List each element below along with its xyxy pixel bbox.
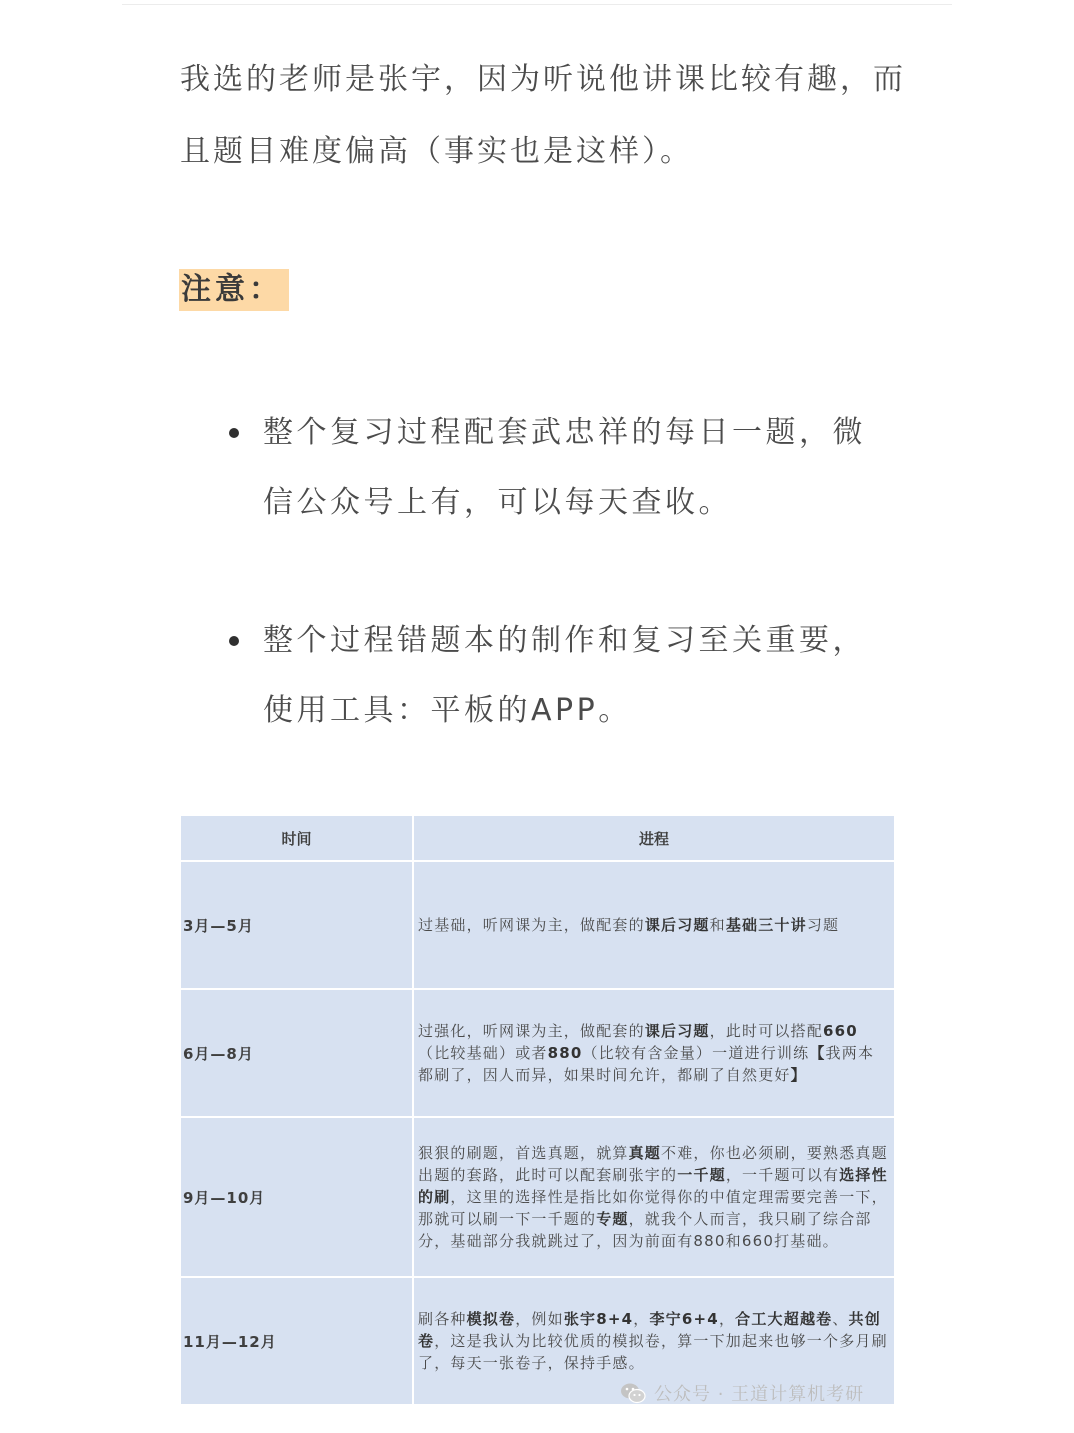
bullet-dot-icon	[229, 636, 239, 646]
bullet-item-mistake-notebook	[225, 606, 925, 746]
table-row	[180, 989, 895, 1117]
bullet-line: 整个复习过程配套武忠祥的每日一题，微	[263, 415, 866, 450]
emphasis-text: 选择性的刷	[418, 1166, 888, 1206]
bullet-line: 使用工具：平板的APP。	[263, 693, 632, 728]
notes-bullet-list	[225, 398, 925, 746]
progress-cell	[413, 989, 895, 1117]
progress-text: 过强化，听网课为主，做配套的	[418, 1022, 645, 1040]
bullet-line: 整个过程错题本的制作和复习至关重要，	[263, 623, 866, 658]
progress-cell	[413, 861, 895, 989]
progress-text: 习题	[806, 916, 840, 934]
intro-line-2: 且题目难度偏高（事实也是这样）。	[180, 134, 693, 169]
top-divider	[122, 4, 952, 5]
emphasis-text: 课后习题	[644, 1022, 710, 1040]
progress-text: 刷各种	[418, 1310, 467, 1328]
progress-text: ，此时可以搭配	[709, 1022, 824, 1040]
bullet-item-daily-question	[225, 398, 925, 538]
progress-text: 和	[709, 916, 726, 934]
emphasis-text: 张宇8+4	[563, 1310, 634, 1328]
wechat-icon	[620, 1382, 646, 1404]
progress-text: ，这是我认为比较优质的模拟卷，算一下加起来也够一个多月刷了，每天一张卷子，保持手感。	[418, 1332, 888, 1372]
progress-text: 不难，你也必须刷，要熟悉真题出题的套路，此时可以配套刷张宇的	[418, 1144, 888, 1184]
emphasis-text: 一千题	[677, 1166, 726, 1184]
emphasis-text: 李宁6+4	[649, 1310, 719, 1328]
time-cell: 11月—12月	[180, 1277, 413, 1405]
emphasis-text: 真题	[628, 1144, 662, 1162]
progress-text: ，	[718, 1310, 736, 1328]
emphasis-text: 课后习题	[644, 916, 710, 934]
progress-text: ，	[633, 1310, 650, 1328]
study-plan-table	[179, 814, 896, 1406]
progress-text: ，这里的选择性是指比如你觉得你的中值定理需要完善一下，那就可以刷一下一千题的	[418, 1188, 888, 1228]
emphasis-text: 【	[809, 1044, 826, 1062]
table-header-row	[180, 815, 895, 861]
progress-text: 、	[832, 1310, 849, 1328]
table-row	[180, 1117, 895, 1277]
header-progress: 进程	[413, 815, 895, 861]
time-cell: 9月—10月	[180, 1117, 413, 1277]
header-time: 时间	[180, 815, 413, 861]
intro-line-1: 我选的老师是张宇，因为听说他讲课比较有趣，而	[180, 62, 906, 97]
emphasis-text: 共创卷	[418, 1310, 881, 1350]
table-row	[180, 861, 895, 989]
emphasis-text: 基础三十讲	[725, 916, 807, 934]
emphasis-text: 专题	[596, 1210, 629, 1228]
progress-text: 狠狠的刷题，首选真题，就算	[418, 1144, 629, 1162]
progress-cell	[413, 1117, 895, 1277]
progress-text: ，就我个人而言，我只刷了综合部分，基础部分我就跳过了，因为前面有880和660打基础。	[418, 1210, 872, 1250]
emphasis-text: 】	[790, 1066, 807, 1084]
progress-text: ，例如	[515, 1310, 564, 1328]
progress-text: （比较有含金量）一道进行训练	[582, 1044, 810, 1062]
watermark-text: 公众号 · 王道计算机考研	[654, 1384, 865, 1405]
time-cell: 3月—5月	[180, 861, 413, 989]
emphasis-text: 880	[547, 1044, 583, 1062]
note-heading: 注意：	[179, 269, 289, 311]
emphasis-text: 660	[823, 1022, 858, 1040]
progress-text: 过基础，听网课为主，做配套的	[418, 916, 645, 934]
progress-text: 我两本都刷了，因人而异，如果时间允许，都刷了自然更好	[418, 1044, 875, 1084]
bullet-line: 信公众号上有，可以每天查收。	[263, 485, 732, 520]
progress-text: （比较基础）或者	[418, 1044, 548, 1062]
progress-text: ，一千题可以有	[725, 1166, 840, 1184]
intro-paragraph	[180, 44, 910, 188]
bullet-dot-icon	[229, 428, 239, 438]
time-cell: 6月—8月	[180, 989, 413, 1117]
emphasis-text: 模拟卷	[466, 1310, 516, 1328]
watermark	[620, 1380, 864, 1406]
emphasis-text: 合工大超越卷	[735, 1310, 833, 1328]
